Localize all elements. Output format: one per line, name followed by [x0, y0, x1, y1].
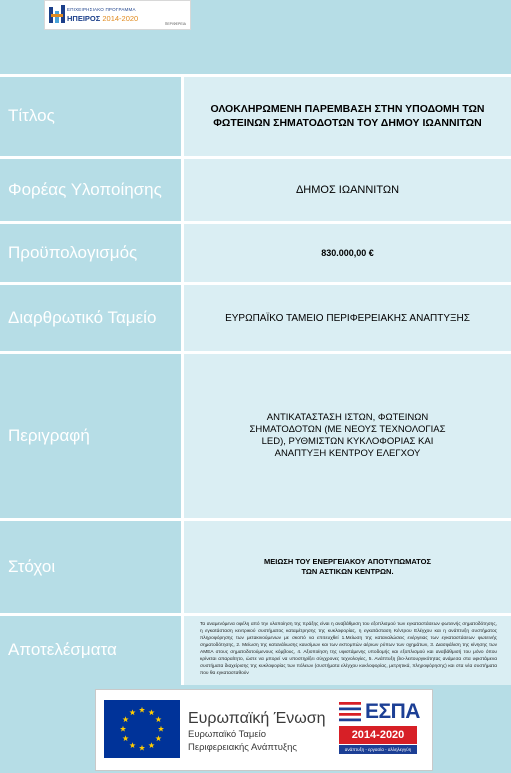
epirus-program-icon: [49, 5, 65, 25]
description-value: ΑΝΤΙΚΑΤΑΣΤΑΣΗ ΙΣΤΩΝ, ΦΩΤΕΙΝΩΝ ΣΗΜΑΤΟΔΟΤΩΝ (ΜΕ ΝΕΟΥΣ ΤΕΧΝΟΛΟΓΙΑΣ LED), ΡΥΘΜΙΣΤΩΝ ΚΥΚΛΟΦΟΡΙΑΣ ΚΑΙ ΑΝΑΠΤΥΞΗ ΚΕΝΤΡΟΥ ΕΛΕΓΧΟΥ: [184, 354, 511, 518]
fund-label: Διαρθρωτικό Ταμείο: [0, 285, 181, 351]
program-logo: [44, 0, 191, 30]
results-value: Τα αναμενόμενα οφέλη από την υλοποίηση της πράξης είναι η αναβάθμιση του εξοπλισμού των εγκαταστάσεων φωτεινής σηματοδότησης, η εγκατάσταση κεντρικού συστήματος καταμέτρησης της κυκλοφορίας, η εγκατάσταση Κέντρου Ελέγχου και η ανάπτυξη συστήματος πληροφόρησης των μετακινούμενων με σκοπό να επιτευχθεί 1.Μείωση της καταναλώσεις ενέργειας των εγκαταστάσεων φωτεινής σηματοδότησης, 2. Μείωση της κατανάλωσης καυσίμων και των εκπομπών αέριων ρύπων των οχημάτων, 3. Διασφάλιση της κίνησης των ΑΜΕΑ στους σηματοδοτούμενους κόμβους, 4. Αξιοποίηση της υφιστάμενης υποδομής και εξοπλισμού και αναβάθμισή του μόνο όπου κρίνεται απαραίτητο, ώστε να μπορεί να υποστηρίξει σύγχρονες τεχνολογίες, 5. Ανάπτυξη βιο-λειτουργικότητας ανάμεσα στα υφιστάμενα συστήματα διαχείρισης της κυκλοφορίας των πόλεων (συστήματα ελέγχου κυκλοφορίας, μετρητικά, πληροφόρησης) και στα νέα συστήματα που θα εγκατασταθούν: [184, 616, 511, 685]
espa-slogan: ανάπτυξη - εργασία - αλληλεγγύη: [339, 745, 417, 754]
row-goals: [0, 521, 511, 613]
eu-fund-line2: Περιφερειακής Ανάπτυξης: [188, 742, 297, 754]
fund-value: ΕΥΡΩΠΑΪΚΟ ΤΑΜΕΙΟ ΠΕΡΙΦΕΡΕΙΑΚΗΣ ΑΝΑΠΤΥΞΗΣ: [184, 285, 511, 351]
row-agency: [0, 159, 511, 221]
agency-value: ΔΗΜΟΣ ΙΩΑΝΝΙΤΩΝ: [184, 159, 511, 221]
title-label: Τίτλος: [0, 77, 181, 156]
eu-flag-icon: [104, 700, 180, 758]
goals-value: ΜΕΙΩΣΗ ΤΟΥ ΕΝΕΡΓΕΙΑΚΟΥ ΑΠΟΤΥΠΩΜΑΤΟΣ ΤΩΝ ΑΣΤΙΚΩΝ ΚΕΝΤΡΩΝ.: [184, 521, 511, 613]
funding-banner: [95, 689, 433, 771]
espa-years: 2014-2020: [339, 726, 417, 744]
logo-line-small: ΠΕΡΙΦΕΡΕΙΑ: [164, 22, 186, 26]
row-title: [0, 77, 511, 156]
project-info-table: [0, 74, 511, 685]
espa-word: ΕΣΠΑ: [365, 700, 420, 723]
espa-flag-icon: [339, 702, 361, 724]
row-results: [0, 616, 511, 685]
logo-line-region: ΗΠΕΙΡΟΣ 2014-2020: [67, 13, 139, 23]
row-budget: [0, 224, 511, 282]
title-value: ΟΛΟΚΛΗΡΩΜΕΝΗ ΠΑΡΕΜΒΑΣΗ ΣΤΗΝ ΥΠΟΔΟΜΗ ΤΩΝ ΦΩΤΕΙΝΩΝ ΣΗΜΑΤΟΔΟΤΩΝ ΤΟΥ ΔΗΜΟΥ ΙΩΑΝΝΙΤΩΝ: [184, 77, 511, 156]
budget-label: Προϋπολογισμός: [0, 224, 181, 282]
budget-value: 830.000,00 €: [184, 224, 511, 282]
agency-label: Φορέας Υλοποίησης: [0, 159, 181, 221]
row-fund: [0, 285, 511, 351]
goals-label: Στόχοι: [0, 521, 181, 613]
description-label: Περιγραφή: [0, 354, 181, 518]
eu-fund-line1: Ευρωπαϊκό Ταμείο: [188, 729, 266, 741]
eu-title: Ευρωπαϊκή Ένωση: [188, 710, 326, 727]
row-description: [0, 354, 511, 518]
espa-logo: [339, 700, 420, 758]
logo-line-program: ΕΠΙΧΕΙΡΗΣΙΑΚΟ ΠΡΟΓΡΑΜΜΑ: [67, 7, 136, 12]
results-label: Αποτελέσματα: [0, 616, 181, 685]
